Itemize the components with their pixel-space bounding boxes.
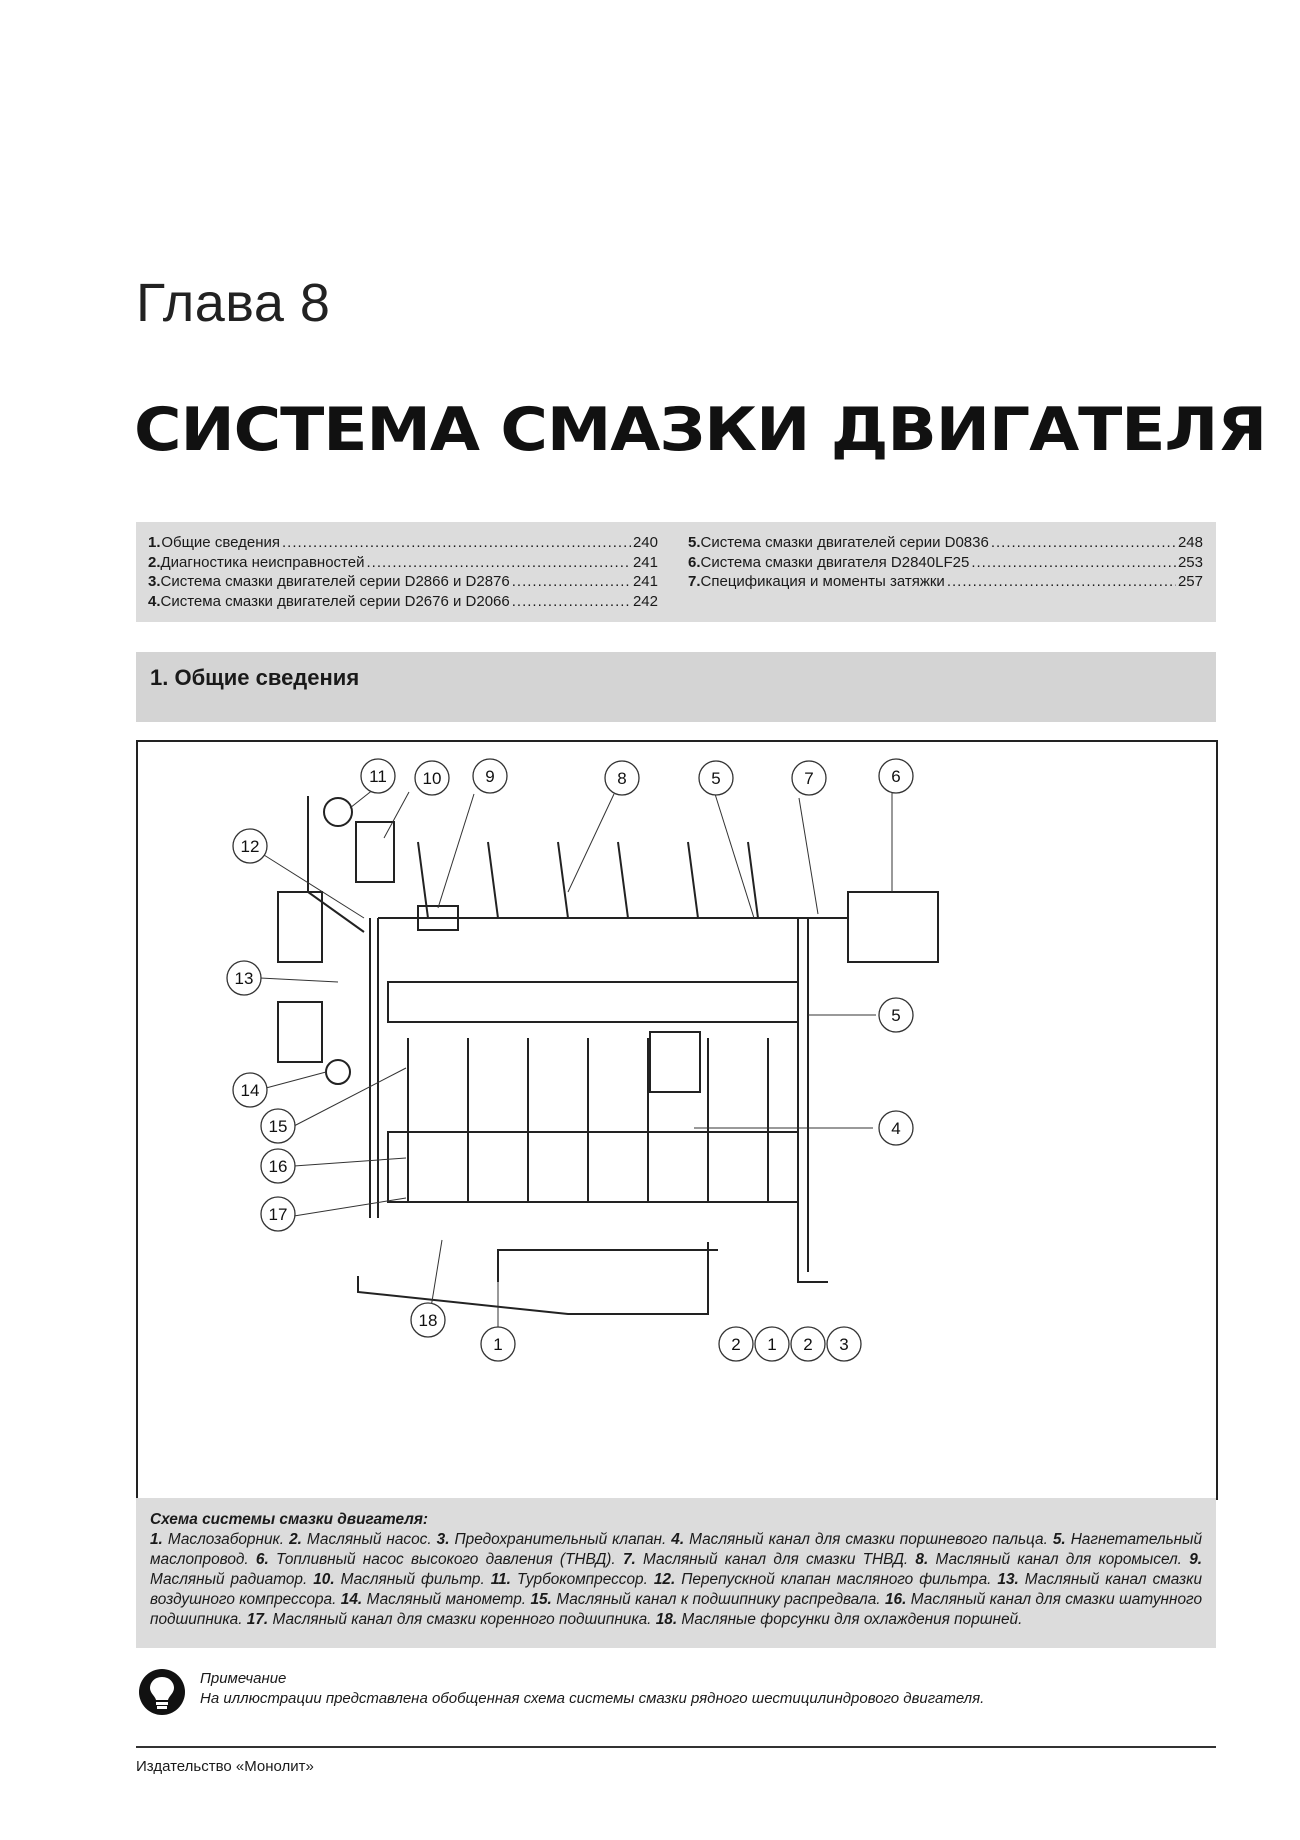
turbocharger	[324, 798, 352, 826]
lightbulb-icon	[138, 1668, 186, 1716]
toc-item-page: 242	[632, 592, 658, 610]
caption-item-text: Нагнетательный маслопровод.	[150, 1531, 1203, 1568]
caption-item-number: 14.	[340, 1591, 363, 1608]
toc-dot-leader	[991, 533, 1176, 553]
toc-item-number: 7.	[688, 573, 701, 590]
toc-item[interactable]	[148, 592, 658, 612]
callout-label: 17	[268, 1205, 288, 1224]
lightbulb-icon-graphic	[138, 1668, 186, 1716]
oil-pickup	[498, 1250, 718, 1282]
footer-divider	[136, 1746, 1216, 1748]
callout-label: 13	[234, 969, 254, 988]
toc-item-page: 248	[1177, 534, 1203, 551]
lightbulb-icon-base	[156, 1702, 168, 1705]
publisher-footer: Издательство «Монолит»	[136, 1758, 314, 1775]
callout-label: 3	[839, 1335, 849, 1354]
toc-item-number: 2.	[148, 553, 161, 571]
caption-item-text: Масляный манометр.	[366, 1591, 527, 1608]
note-text: На иллюстрации представлена обобщенная схема системы смазки рядного шестицилиндрового двигателя.	[200, 1690, 985, 1707]
caption-item-text: Масляный канал для коромысел.	[935, 1551, 1182, 1568]
toc-dot-leader	[282, 533, 631, 553]
toc-item-page: 240	[632, 534, 658, 551]
caption-item-number: 11.	[490, 1571, 511, 1588]
caption-item-text: Масляный канал для смазки коренного подшипника.	[272, 1611, 652, 1628]
toc-item-number: 1.	[148, 534, 161, 551]
caption-text	[150, 1510, 1202, 1630]
caption-item-number: 12.	[653, 1571, 676, 1588]
toc-dot-leader	[512, 572, 631, 592]
callout-label: 8	[617, 769, 627, 788]
caption-item-text: Масляный канал для смазки поршневого пальца.	[689, 1531, 1048, 1548]
caption-item-text: Масляный канал для смазки шатунного подшипника.	[150, 1591, 1203, 1628]
lubrication-diagram	[136, 740, 1218, 1500]
caption-item-text: Масляные форсунки для охлаждения поршней.	[681, 1611, 1023, 1628]
callout-label: 9	[485, 767, 495, 786]
caption-item-number: 7.	[622, 1551, 636, 1568]
toc-item[interactable]	[148, 553, 658, 573]
toc-column-left	[148, 533, 658, 611]
toc-dot-leader	[512, 592, 631, 612]
leader-line	[266, 1072, 326, 1088]
toc-item-title: Спецификация и моменты затяжки	[700, 573, 945, 590]
leader-line	[294, 1198, 406, 1216]
caption-item-number: 3.	[436, 1531, 450, 1548]
section-header	[136, 652, 1216, 722]
caption-item-number: 18.	[655, 1611, 678, 1628]
air-compressor-lower	[278, 1002, 322, 1062]
callout-label: 6	[891, 767, 901, 786]
piston	[650, 1032, 700, 1092]
caption-item-text: Маслозаборник.	[167, 1531, 285, 1548]
caption-item-number: 16.	[884, 1591, 907, 1608]
caption-item-number: 2.	[289, 1531, 302, 1548]
toc-item-number: 5.	[688, 534, 701, 551]
toc-item-page: 241	[632, 553, 658, 571]
air-compressor	[278, 892, 322, 962]
bearing-channels	[408, 1038, 768, 1202]
leader-line	[438, 794, 474, 908]
callout-circles	[227, 759, 913, 1361]
pressure-line-right	[798, 918, 828, 1282]
lightbulb-icon-base-lower	[157, 1706, 167, 1709]
leader-line	[384, 792, 409, 838]
caption-item-number: 8.	[915, 1551, 929, 1568]
toc-item-page: 257	[1177, 573, 1203, 590]
toc-item-title: Система смазки двигателей серии D2676 и D2066	[160, 592, 510, 610]
toc-item[interactable]	[688, 533, 1203, 553]
caption-item-number: 6.	[255, 1551, 269, 1568]
callout-label: 12	[240, 837, 260, 856]
callout-label: 1	[493, 1335, 503, 1354]
caption-item-text: Перепускной клапан масляного фильтра.	[681, 1571, 992, 1588]
callout-label: 15	[268, 1117, 288, 1136]
toc-column-right	[688, 533, 1203, 592]
caption-item-number: 1.	[150, 1531, 163, 1548]
camshaft	[388, 982, 798, 1022]
toc-item-title: Система смазки двигателей серии D2866 и D2876	[160, 573, 510, 590]
table-of-contents	[136, 522, 1216, 622]
caption-item-text: Турбокомпрессор.	[516, 1571, 648, 1588]
caption-item-text: Масляный насос.	[306, 1531, 432, 1548]
leader-line	[260, 978, 338, 982]
toc-item-number: 4.	[148, 592, 161, 610]
note-label: Примечание	[200, 1670, 287, 1687]
caption-item-number: 15.	[530, 1591, 552, 1608]
caption-item-text: Масляный канал смазки воздушного компрессора.	[150, 1571, 1203, 1608]
callout-label: 4	[891, 1119, 901, 1138]
diagram-caption	[136, 1498, 1216, 1648]
leader-line	[568, 794, 614, 892]
chapter-number: Глава 8	[136, 273, 331, 333]
toc-dot-leader	[971, 553, 1176, 573]
toc-item-page: 241	[632, 573, 658, 590]
toc-item-title: Диагностика неисправностей	[160, 553, 365, 571]
toc-item-title: Общие сведения	[161, 534, 281, 551]
callout-label: 14	[240, 1081, 260, 1100]
leader-line	[799, 798, 818, 914]
oil-manometer	[326, 1060, 350, 1084]
crankshaft	[388, 1132, 798, 1202]
caption-item-number: 9.	[1189, 1551, 1203, 1568]
caption-title: Схема системы смазки двигателя:	[150, 1511, 429, 1528]
toc-item[interactable]	[148, 533, 658, 553]
caption-item-text: Масляный канал для смазки ТНВД.	[643, 1551, 909, 1568]
caption-item-number: 5.	[1052, 1531, 1066, 1548]
toc-item-page: 253	[1177, 553, 1203, 571]
toc-dot-leader	[947, 572, 1176, 592]
callout-label: 5	[711, 769, 721, 788]
toc-item[interactable]	[148, 572, 658, 592]
toc-item[interactable]	[688, 572, 1203, 592]
toc-item[interactable]	[688, 553, 1203, 573]
caption-item-number: 4.	[671, 1531, 685, 1548]
callout-label: 11	[369, 767, 387, 786]
caption-item-text: Топливный насос высокого давления (ТНВД).	[275, 1551, 616, 1568]
rocker-channels	[418, 842, 758, 918]
callout-label: 16	[268, 1157, 288, 1176]
fuel-pump	[848, 892, 938, 962]
callout-label: 10	[422, 769, 442, 788]
section-title: 1. Общие сведения	[150, 665, 360, 690]
leader-line	[294, 1158, 406, 1166]
caption-item-text: Масляный фильтр.	[340, 1571, 485, 1588]
caption-item-number: 10.	[313, 1571, 335, 1588]
toc-item-number: 3.	[148, 573, 161, 590]
chapter-title: СИСТЕМА СМАЗКИ ДВИГАТЕЛЯ	[134, 395, 1267, 465]
callout-label: 7	[804, 769, 814, 788]
caption-item-number: 17.	[246, 1611, 269, 1628]
toc-item-title: Система смазки двигателей серии D0836	[700, 534, 989, 551]
callout-label: 2	[803, 1335, 813, 1354]
caption-item-text: Масляный канал к подшипнику распредвала.	[556, 1591, 881, 1608]
callout-label: 2	[731, 1335, 741, 1354]
caption-item-text: Масляный радиатор.	[150, 1571, 308, 1588]
caption-item-text: Предохранительный клапан.	[454, 1531, 667, 1548]
oil-sump	[358, 1242, 708, 1314]
toc-item-title: Система смазки двигателя D2840LF25	[700, 553, 970, 571]
caption-item-number: 13.	[997, 1571, 1019, 1588]
engine-lubrication-schematic	[138, 742, 1216, 1498]
callout-label: 18	[418, 1311, 438, 1330]
callout-label: 1	[767, 1335, 777, 1354]
leader-line	[715, 794, 754, 918]
callout-label: 5	[891, 1006, 901, 1025]
toc-dot-leader	[366, 553, 630, 573]
toc-item-number: 6.	[688, 553, 701, 571]
